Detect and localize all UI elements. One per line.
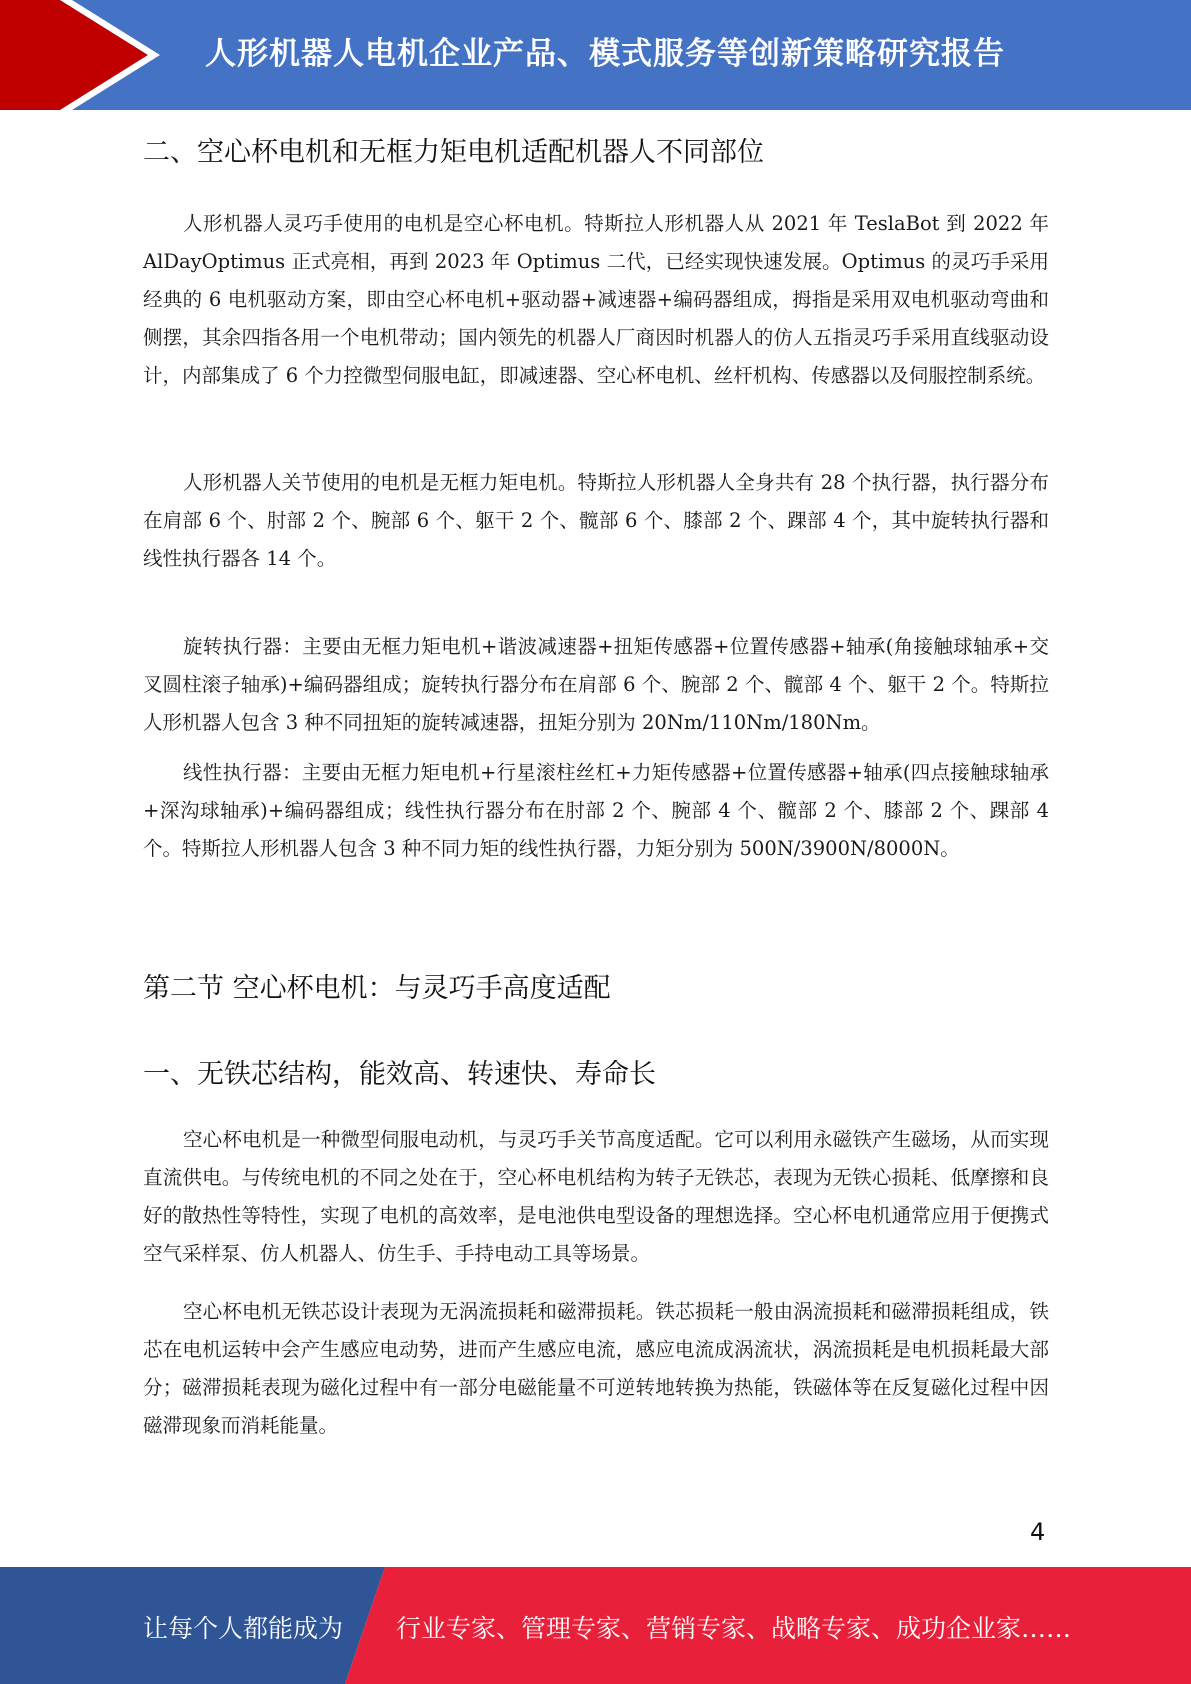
footer-slogan-left: 让每个人都能成为 xyxy=(143,1614,344,1643)
chapter-heading: 第二节 空心杯电机：与灵巧手高度适配 xyxy=(143,973,611,1004)
section-heading-1: 二、空心杯电机和无框力矩电机适配机器人不同部位 xyxy=(143,137,764,168)
paragraph-core-loss: 空心杯电机无铁芯设计表现为无涡流损耗和磁滞损耗。铁芯损耗一般由涡流损耗和磁滞损耗组成，铁芯在电机运转中会产生感应电动势，进而产生感应电流，感应电流成涡流状，涡流损耗是电机损耗最大部分；磁滞损耗表现为磁化过程中有一部分电磁能量不可逆转地转换为热能，铁磁体等在反复磁化过程中因磁滞现象而消耗能量。 xyxy=(143,1300,1049,1437)
page-number: 4 xyxy=(1030,1518,1046,1546)
paragraph-coreless-motor-intro: 空心杯电机是一种微型伺服电动机，与灵巧手关节高度适配。它可以利用永磁铁产生磁场，从而实现直流供电。与传统电机的不同之处在于，空心杯电机结构为转子无铁芯，表现为无铁心损耗、低摩擦和良好的散热性等特性，实现了电机的高效率，是电池供电型设备的理想选择。空心杯电机通常应用于便携式空气采样泵、仿人机器人、仿生手、手持电动工具等场景。 xyxy=(143,1128,1049,1265)
paragraph-rotary-actuator: 旋转执行器：主要由无框力矩电机+谐波减速器+扭矩传感器+位置传感器+轴承(角接触球轴承+交叉圆柱滚子轴承)+编码器组成；旋转执行器分布在肩部 6 个、腕部 2 个、髋部 4 个、躯干 2 个。特斯拉人形机器人包含 3 种不同扭矩的旋转减速器，扭矩分别为 20Nm/110Nm/180Nm。 xyxy=(143,635,1049,734)
paragraph-linear-actuator: 线性执行器：主要由无框力矩电机+行星滚柱丝杠+力矩传感器+位置传感器+轴承(四点接触球轴承+深沟球轴承)+编码器组成；线性执行器分布在肘部 2 个、腕部 4 个、髋部 2 个、膝部 2 个、踝部 4 个。特斯拉人形机器人包含 3 种不同力矩的线性执行器，力矩分别为 500N/3900N/8000N。 xyxy=(143,761,1049,860)
footer-banner xyxy=(0,1567,1191,1684)
header-red-chevron xyxy=(0,0,148,110)
section-heading-2: 一、无铁芯结构，能效高、转速快、寿命长 xyxy=(143,1059,656,1090)
paragraph-dexterous-hand: 人形机器人灵巧手使用的电机是空心杯电机。特斯拉人形机器人从 2021 年 TeslaBot 到 2022 年 AlDayOptimus 正式亮相，再到 2023 年 Optimus 二代，已经实现快速发展。Optimus 的灵巧手采用经典的 6 电机驱动方案，即由空心杯电机+驱动器+减速器+编码器组成，拇指是采用双电机驱动弯曲和侧摆，其余四指各用一个电机带动；国内领先的机器人厂商因时机器人的仿人五指灵巧手采用直线驱动设计，内部集成了 6 个力控微型伺服电缸，即减速器、空心杯电机、丝杆机构、传感器以及伺服控制系统。 xyxy=(143,212,1049,387)
paragraph-joint-motor: 人形机器人关节使用的电机是无框力矩电机。特斯拉人形机器人全身共有 28 个执行器，执行器分布在肩部 6 个、肘部 2 个、腕部 6 个、躯干 2 个、髋部 6 个、膝部 2 个、踝部 4 个，其中旋转执行器和线性执行器各 14 个。 xyxy=(143,471,1049,570)
header-banner xyxy=(0,0,1191,110)
report-title: 人形机器人电机企业产品、模式服务等创新策略研究报告 xyxy=(205,36,1005,72)
footer-slogan-right: 行业专家、管理专家、营销专家、战略专家、成功企业家…… xyxy=(396,1614,1072,1643)
